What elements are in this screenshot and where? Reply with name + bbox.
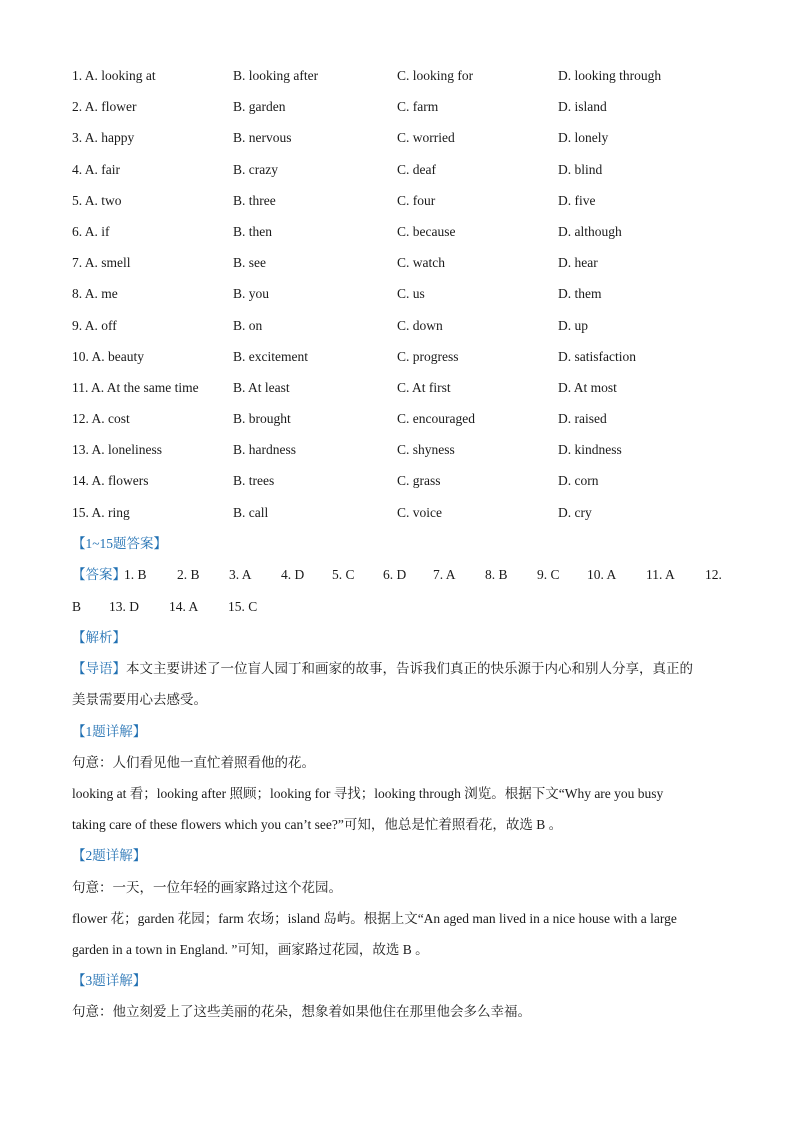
option-b: B. then xyxy=(233,223,272,239)
option-a: 13. A. loneliness xyxy=(72,442,162,458)
option-b: B. brought xyxy=(233,411,291,427)
q1-meaning: 句意：人们看见他一直忙着照看他的花。 xyxy=(72,755,315,770)
q3-header: 【3题详解】 xyxy=(72,973,147,988)
option-b: B. on xyxy=(233,317,263,333)
answer-item: 8. B xyxy=(485,567,508,582)
option-c: C. encouraged xyxy=(397,411,475,427)
answer-item: 11. A xyxy=(646,567,675,582)
answers-label: 【答案】 xyxy=(72,567,126,582)
option-d: D. kindness xyxy=(558,442,622,458)
option-c: C. worried xyxy=(397,130,455,146)
q1-header: 【1题详解】 xyxy=(72,724,147,739)
question-row xyxy=(72,440,732,471)
q1-explanation-continued: taking care of these flowers which you can’t see?”可知，他总是忙着照看花，故选 B 。 xyxy=(72,817,563,832)
option-b: B. trees xyxy=(233,473,275,489)
answer-item: 5. C xyxy=(332,567,355,582)
option-b: B. nervous xyxy=(233,130,292,146)
q2-header: 【2题详解】 xyxy=(72,848,147,863)
guide-paragraph xyxy=(72,659,732,679)
question-row xyxy=(72,160,732,191)
q2-explanation-continued: garden in a town in England. ”可知，画家路过花园，故选 B 。 xyxy=(72,942,429,957)
option-a: 11. A. At the same time xyxy=(72,379,199,395)
answer-item: 10. A xyxy=(587,567,617,582)
option-b: B. garden xyxy=(233,99,286,115)
option-a: 14. A. flowers xyxy=(72,473,149,489)
option-c: C. four xyxy=(397,192,436,208)
option-a: 2. A. flower xyxy=(72,99,137,115)
option-b: B. you xyxy=(233,286,270,302)
answer-item: 12. xyxy=(705,567,722,582)
option-b: B. At least xyxy=(233,379,290,395)
option-a: 5. A. two xyxy=(72,192,122,208)
option-c: C. deaf xyxy=(397,161,436,177)
option-d: D. blind xyxy=(558,161,603,177)
option-d: D. cry xyxy=(558,504,592,520)
option-a: 7. A. smell xyxy=(72,255,131,271)
option-d: D. raised xyxy=(558,411,607,427)
question-row xyxy=(72,316,732,347)
option-d: D. although xyxy=(558,223,622,239)
option-c: C. looking for xyxy=(397,68,474,83)
answer-item: B xyxy=(72,599,82,614)
answers-line xyxy=(72,565,732,585)
option-a: 6. A. if xyxy=(72,223,110,239)
answers-line-2 xyxy=(72,597,732,617)
question-row xyxy=(72,471,732,502)
option-d: D. corn xyxy=(558,473,599,489)
q3-meaning: 句意：他立刻爱上了这些美丽的花朵，想象着如果他住在那里他会多么幸福。 xyxy=(72,1004,531,1019)
option-c: C. us xyxy=(397,286,425,302)
option-a: 8. A. me xyxy=(72,286,118,302)
option-c: C. farm xyxy=(397,99,439,115)
option-c: C. because xyxy=(397,223,456,239)
question-row xyxy=(72,284,732,315)
q2-meaning: 句意：一天，一位年轻的画家路过这个花园。 xyxy=(72,880,342,895)
answer-item: 4. D xyxy=(281,567,305,582)
option-a: 4. A. fair xyxy=(72,161,120,177)
question-row xyxy=(72,97,732,128)
option-c: C. voice xyxy=(397,504,442,520)
analysis-header: 【解析】 xyxy=(72,630,126,645)
option-c: C. At first xyxy=(397,379,451,395)
option-d: D. lonely xyxy=(558,130,609,146)
option-b: B. excitement xyxy=(233,348,308,364)
option-a: 15. A. ring xyxy=(72,504,130,520)
option-d: D. satisfaction xyxy=(558,348,636,364)
option-b: B. call xyxy=(233,504,269,520)
guide-text: 本文主要讲述了一位盲人园丁和画家的故事，告诉我们真正的快乐源于内心和别人分享，真正的 xyxy=(126,661,693,676)
option-b: B. see xyxy=(233,255,266,271)
option-b: B. crazy xyxy=(233,161,278,177)
question-row xyxy=(72,191,732,222)
option-d: D. up xyxy=(558,317,588,333)
option-c: C. progress xyxy=(397,348,459,364)
option-b: B. hardness xyxy=(233,442,296,458)
answer-item: 9. C xyxy=(537,567,560,582)
options-table xyxy=(72,66,732,534)
question-row xyxy=(72,222,732,253)
option-d: D. them xyxy=(558,286,602,302)
option-a: 3. A. happy xyxy=(72,130,135,146)
option-d: D. five xyxy=(558,192,596,208)
answer-item: 13. D xyxy=(109,599,139,614)
question-row xyxy=(72,253,732,284)
q2-explanation: flower 花；garden 花园；farm 农场；island 岛屿。根据上文“An aged man lived in a nice house with a large xyxy=(72,911,677,926)
option-a: 9. A. off xyxy=(72,317,117,333)
question-row xyxy=(72,128,732,159)
answers-header: 【1~15题答案】 xyxy=(72,536,168,551)
question-row xyxy=(72,66,732,97)
option-d: D. At most xyxy=(558,379,617,395)
question-row xyxy=(72,347,732,378)
answer-item: 2. B xyxy=(177,567,200,582)
option-a: 12. A. cost xyxy=(72,411,130,427)
answer-item: 6. D xyxy=(383,567,407,582)
guide-label: 【导语】 xyxy=(72,661,126,676)
guide-text-continued: 美景需要用心去感受。 xyxy=(72,692,207,707)
option-d: D. hear xyxy=(558,255,598,271)
answer-item: 7. A xyxy=(433,567,456,582)
question-row xyxy=(72,378,732,409)
answer-item: 1. B xyxy=(124,567,147,582)
option-c: C. grass xyxy=(397,473,441,489)
option-c: C. down xyxy=(397,317,443,333)
option-b: B. three xyxy=(233,192,276,208)
question-row xyxy=(72,409,732,440)
option-d: D. looking through xyxy=(558,68,662,83)
option-b: B. looking after xyxy=(233,68,319,83)
q1-explanation: looking at 看；looking after 照顾；looking for 寻找；looking through 浏览。根据下文“Why are you busy xyxy=(72,786,664,801)
option-a: 10. A. beauty xyxy=(72,348,144,364)
answer-item: 14. A xyxy=(169,599,199,614)
answer-item: 3. A xyxy=(229,567,252,582)
option-d: D. island xyxy=(558,99,607,115)
question-row xyxy=(72,503,732,534)
answer-item: 15. C xyxy=(228,599,258,614)
option-a: 1. A. looking at xyxy=(72,68,156,83)
option-c: C. watch xyxy=(397,255,445,271)
option-c: C. shyness xyxy=(397,442,455,458)
